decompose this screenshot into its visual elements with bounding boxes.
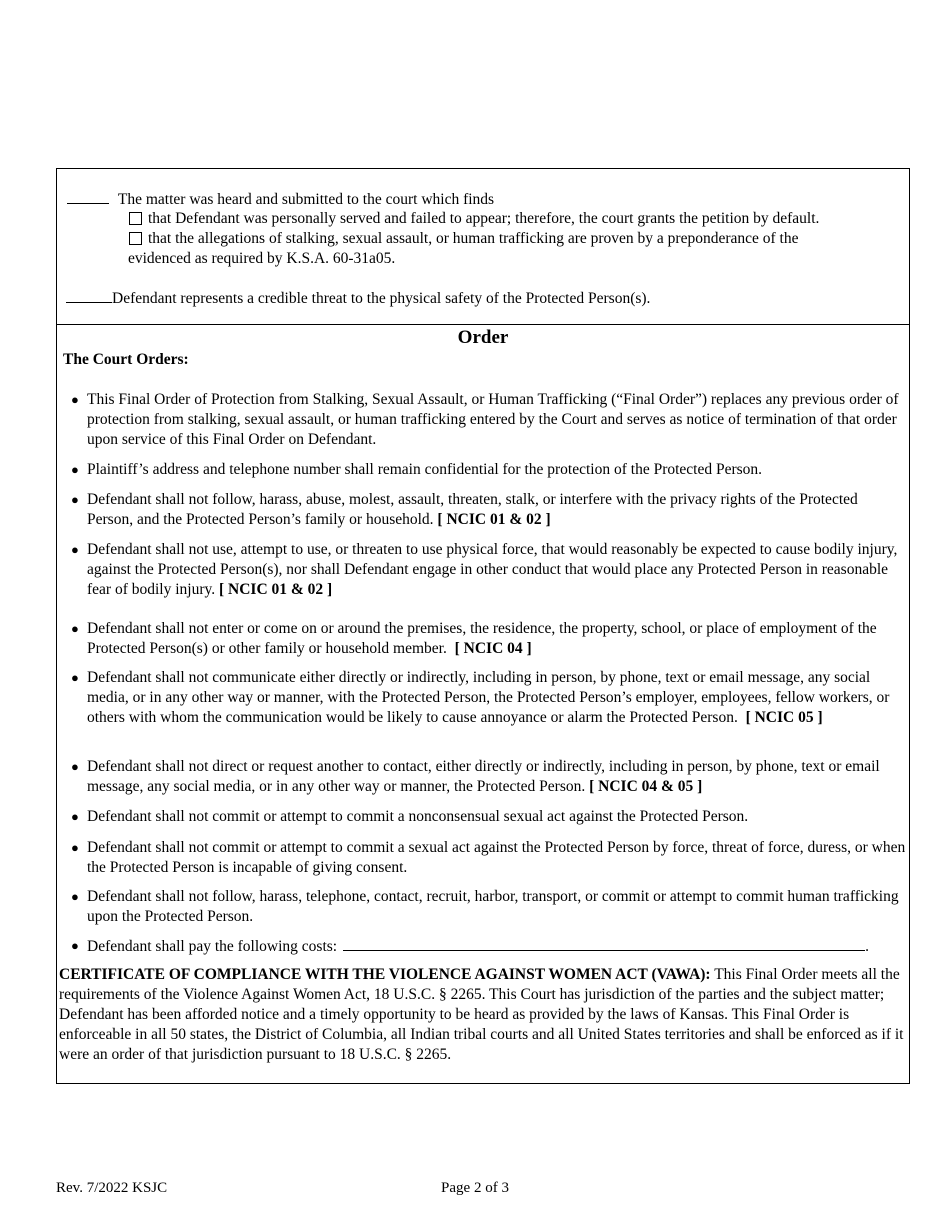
order-item (71, 668, 907, 728)
ncic-code: [ NCIC 04 & 05 ] (589, 778, 703, 795)
costs-item (71, 936, 907, 957)
order-item-text: Defendant shall not communicate either directly or indirectly, including in person, by phone, text or email message, any social media, or in any other way or manner, with the Protected Person, the Protected Person’s employer, employees, fellow workers, or others with whom the communication would be likely to cause annoyance or alarm the Protected Person. (87, 669, 890, 726)
ncic-code: [ NCIC 01 & 02 ] (437, 511, 551, 528)
credible-threat-text: Defendant represents a credible threat to the physical safety of the Protected Person(s). (112, 290, 651, 307)
bullet-icon: ● (71, 809, 79, 824)
costs-end: . (865, 938, 869, 955)
vawa-heading: CERTIFICATE OF COMPLIANCE WITH THE VIOLENCE AGAINST WOMEN ACT (VAWA): (59, 966, 711, 983)
order-item-text: Defendant shall not commit or attempt to commit a sexual act against the Protected Person by force, threat of force, duress, or when the Protected Person is incapable of giving consent. (87, 839, 906, 876)
heard-text: The matter was heard and submitted to the court which finds (117, 191, 495, 208)
credible-threat-blank[interactable] (66, 288, 112, 303)
order-item-text: Defendant shall not enter or come on or around the premises, the residence, the property, school, or place of employment of the Protected Person(s) or other family or household member. (87, 620, 877, 657)
default-option-text: that Defendant was personally served and failed to appear; therefore, the court grants the petition by default. (148, 210, 820, 227)
order-item (71, 838, 907, 878)
order-item-text: Defendant shall not commit or attempt to commit a nonconsensual sexual act against the Protected Person. (87, 808, 749, 825)
findings-section (57, 169, 909, 325)
vawa-certificate (59, 965, 907, 1065)
default-checkbox[interactable] (129, 212, 142, 225)
bullet-icon: ● (71, 938, 79, 953)
ncic-code: [ NCIC 01 & 02 ] (219, 581, 333, 598)
bullet-icon: ● (71, 670, 79, 685)
heard-finding-row (67, 189, 494, 210)
order-item-text: Plaintiff’s address and telephone number shall remain confidential for the protection of the Protected Person. (87, 461, 763, 478)
court-orders-heading: The Court Orders: (63, 351, 189, 368)
order-item (71, 540, 907, 600)
order-item (71, 460, 907, 480)
costs-label: Defendant shall pay the following costs: (87, 938, 338, 955)
order-item-text: Defendant shall not follow, harass, telephone, contact, recruit, harbor, transport, or commit or attempt to commit human trafficking upon the Protected Person. (87, 888, 899, 925)
proven-checkbox[interactable] (129, 232, 142, 245)
bullet-icon: ● (71, 889, 79, 904)
order-item (71, 807, 907, 827)
order-item (71, 757, 907, 797)
order-item (71, 887, 907, 927)
ncic-code: [ NCIC 05 ] (745, 709, 823, 726)
order-item (71, 619, 907, 659)
proven-option-text-line1: that the allegations of stalking, sexual assault, or human trafficking are proven by a preponderance of the (148, 230, 799, 247)
order-item (71, 490, 907, 530)
bullet-icon: ● (71, 542, 79, 557)
bullet-icon: ● (71, 840, 79, 855)
bullet-icon: ● (71, 392, 79, 407)
heard-blank[interactable] (67, 189, 109, 204)
credible-threat-row (66, 288, 650, 309)
vawa-body: This Final Order meets all the requirements of the Violence Against Women Act, 18 U.S.C. § 2265. This Court has jurisdiction of the parties and the subject matter; Defendant has been afforded notice and a timely opportunity to be heard as provided by the laws of Kansas. This Final Order is enforceable in all 50 states, the District of Columbia, all Indian tribal courts and all United States territories and shall be enforced as if it were an order of that jurisdiction pursuant to 18 U.S.C. § 2265. (59, 966, 904, 1063)
proven-option-row (129, 229, 799, 249)
costs-input-line[interactable] (343, 936, 865, 951)
order-item-text: Defendant shall not follow, harass, abuse, molest, assault, threaten, stalk, or interfere with the privacy rights of the Protected Person, and the Protected Person’s family or household. (87, 491, 858, 528)
order-item-text: Defendant shall not use, attempt to use, or threaten to use physical force, that would reasonably be expected to cause bodily injury, against the Protected Person(s), nor shall Defendant engage in other conduct that would place any Protected Person in reasonable fear of bodily injury. (87, 541, 898, 598)
bullet-icon: ● (71, 621, 79, 636)
bullet-icon: ● (71, 492, 79, 507)
order-title: Order (457, 327, 509, 348)
page-number: Page 2 of 3 (441, 1180, 509, 1196)
proven-option-text-line2: evidenced as required by K.S.A. 60-31a05. (128, 250, 396, 267)
bullet-icon: ● (71, 462, 79, 477)
revision-label: Rev. 7/2022 KSJC (56, 1180, 168, 1196)
bullet-icon: ● (71, 759, 79, 774)
ncic-code: [ NCIC 04 ] (454, 640, 532, 657)
order-form-box (56, 168, 910, 1084)
default-option-row (129, 209, 819, 229)
order-item (71, 390, 907, 450)
order-item-text: This Final Order of Protection from Stalking, Sexual Assault, or Human Trafficking (“Final Order”) replaces any previous order of protection from stalking, sexual assault, or human trafficking entered by the Court and serves as notice of termination of that order upon service of this Final Order on Defendant. (87, 391, 899, 448)
order-item-text: Defendant shall not direct or request another to contact, either directly or indirectly, including in person, by phone, text or email message, any social media, or in any other way or manner, the Protected Person. (87, 758, 880, 795)
